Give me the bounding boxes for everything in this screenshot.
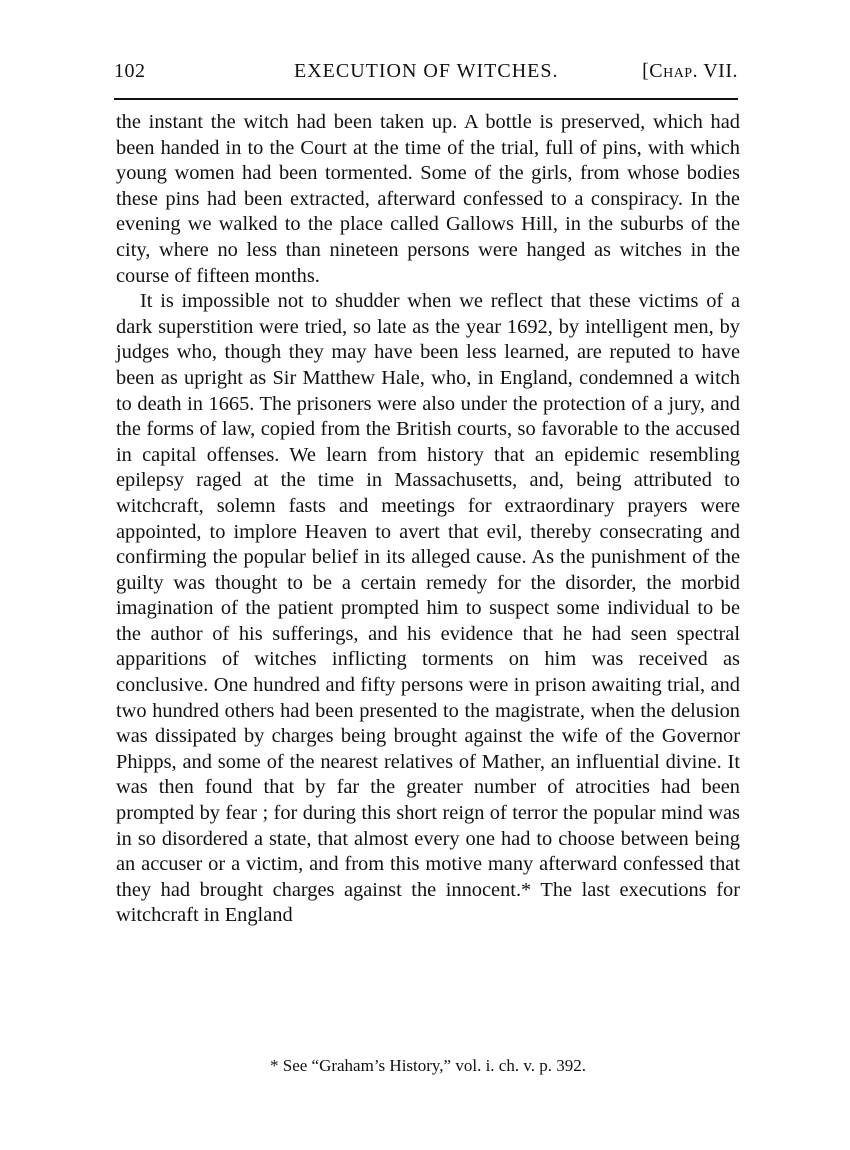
chapter-reference <box>642 60 738 83</box>
header-rule <box>114 98 738 100</box>
running-title: EXECUTION OF WITCHES. <box>294 60 559 82</box>
body-text <box>116 110 740 929</box>
paragraph-1: the instant the witch had been taken up. A bottle is preserved, which had been handed in to the Court at the time of the trial, full of pins, with which young women had been tormented. Some of the girls, from whose bodies these pins had been extracted, afterward confessed to a conspiracy. In the evening we walked to the place called Gallows Hill, in the suburbs of the city, where no less than nineteen persons were hanged as witches in the course of fifteen months. <box>116 111 740 287</box>
page-number: 102 <box>114 60 146 82</box>
footnote: * See “Graham’s History,” vol. i. ch. v. p. 392. <box>269 1056 586 1075</box>
running-head <box>114 60 738 86</box>
chapter-reference-text: [Chap. VII. <box>642 60 738 82</box>
paragraph-2: It is impossible not to shudder when we reflect that these victims of a dark superstition were tried, so late as the year 1692, by intelligent men, by judges who, though they may have been less learned, are reputed to have been as upright as Sir Matthew Hale, who, in England, condemned a witch to death in 1665. The prisoners were also under the protection of a jury, and the forms of law, copied from the British courts, so favorable to the accused in capital offenses. We learn from history that an epidemic resembling epilepsy raged at the time in Massachusetts, and, being attributed to witchcraft, solemn fasts and meetings for extraordinary prayers were appointed, to implore Heaven to avert that evil, thereby consecrating and confirming the popular belief in its alleged cause. As the punishment of the guilty was thought to be a certain remedy for the disorder, the morbid imagination of the patient prompted him to suspect some individual to be the author of his sufferings, and his evidence that he had seen spectral apparitions of witches inflicting torments on him was received as conclusive. One hundred and fifty persons were in prison awaiting trial, and two hundred others had been presented to the magistrate, when the delusion was dissipated by charges being brought against the wife of the Governor Phipps, and some of the nearest relatives of Mather, an influential divine. It was then found that by far the greater number of atrocities had been prompted by fear ; for during this short reign of terror the popular mind was in so disordered a state, that almost every one had to choose between being an accuser or a victim, and from this motive many afterward confessed that they had brought charges against the innocent.* The last executions for witchcraft in England <box>116 290 740 927</box>
